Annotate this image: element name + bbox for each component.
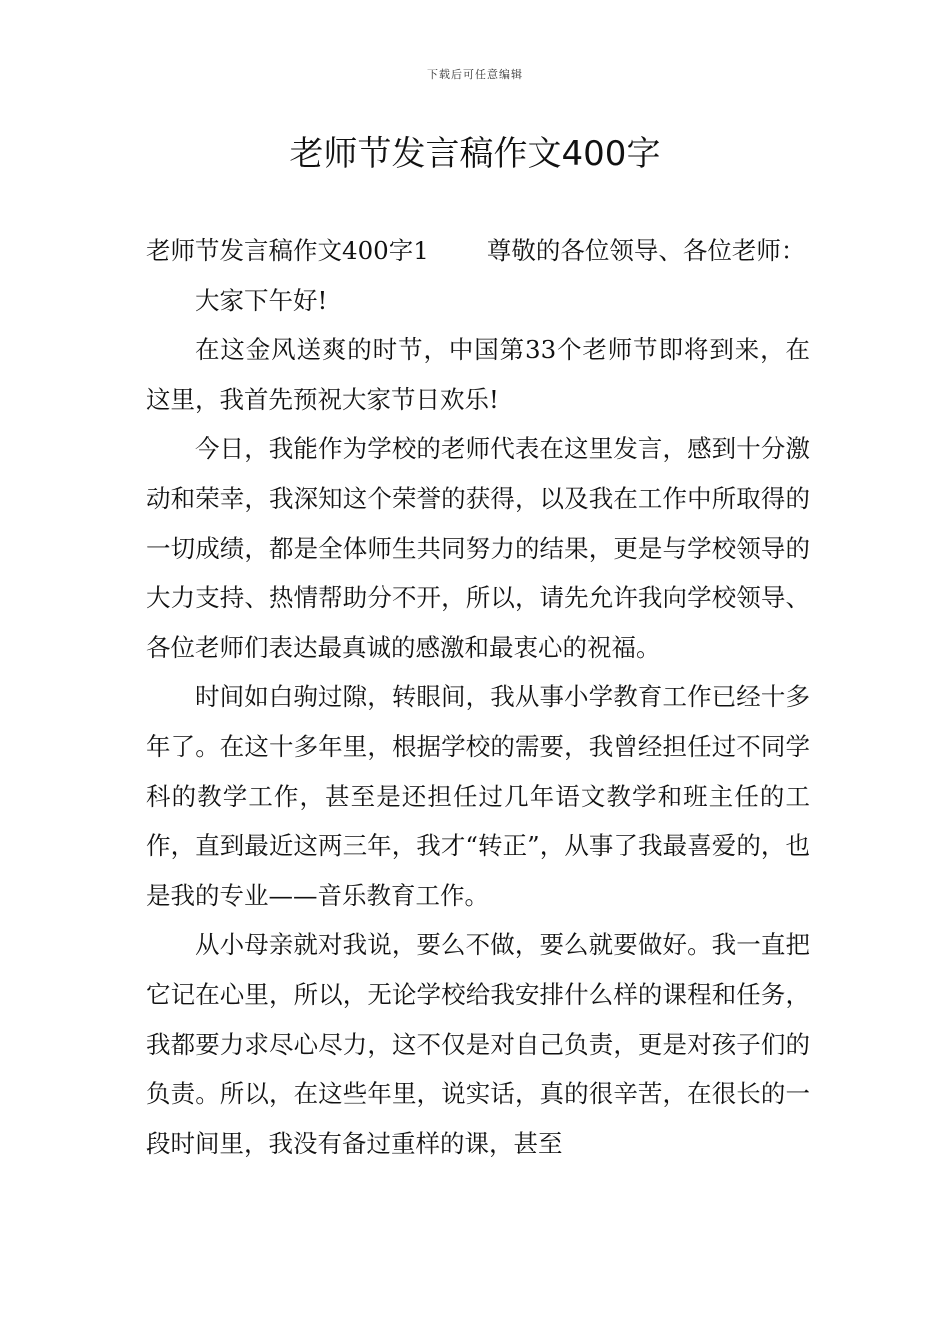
paragraph-festival: 在这金风送爽的时节，中国第33个老师节即将到来，在这里，我首先预祝大家节日欢乐!: [146, 335, 810, 414]
header-note: 下载后可任意编辑: [427, 68, 523, 81]
section-label: 老师节发言稿作文400字1: [146, 236, 429, 265]
intro-line: [146, 226, 810, 276]
paragraph-mother-advice: 从小母亲就对我说，要么不做，要么就要做好。我一直把它记在心里，所以，无论学校给我安排什么样的课程和任务，我都要力求尽心尽力，这不仅是对自己负责，更是对孩子们的负责。所以，在这些年里，说实话，真的很辛苦，在很长的一段时间里，我没有备过重样的课，甚至: [146, 930, 810, 1158]
document-body: [146, 226, 810, 1168]
paragraph-greeting: 大家下午好!: [195, 285, 328, 315]
salutation: 尊敬的各位领导、各位老师：: [486, 236, 806, 265]
paragraph-honor: 今日，我能作为学校的老师代表在这里发言，感到十分激动和荣幸，我深知这个荣誉的获得，以及我在工作中所取得的一切成绩，都是全体师生共同努力的结果，更是与学校领导的大力支持、热情帮助分不开，所以，请先允许我向学校领导、各位老师们表达最真诚的感激和最衷心的祝福。: [146, 434, 810, 662]
document-title: 老师节发言稿作文400字: [289, 134, 661, 174]
paragraph-career: 时间如白驹过隙，转眼间，我从事小学教育工作已经十多年了。在这十多年里，根据学校的需要，我曾经担任过不同学科的教学工作，甚至是还担任过几年语文教学和班主任的工作，直到最近这两三年，我才“转正”，从事了我最喜爱的，也是我的专业——音乐教育工作。: [146, 682, 810, 910]
